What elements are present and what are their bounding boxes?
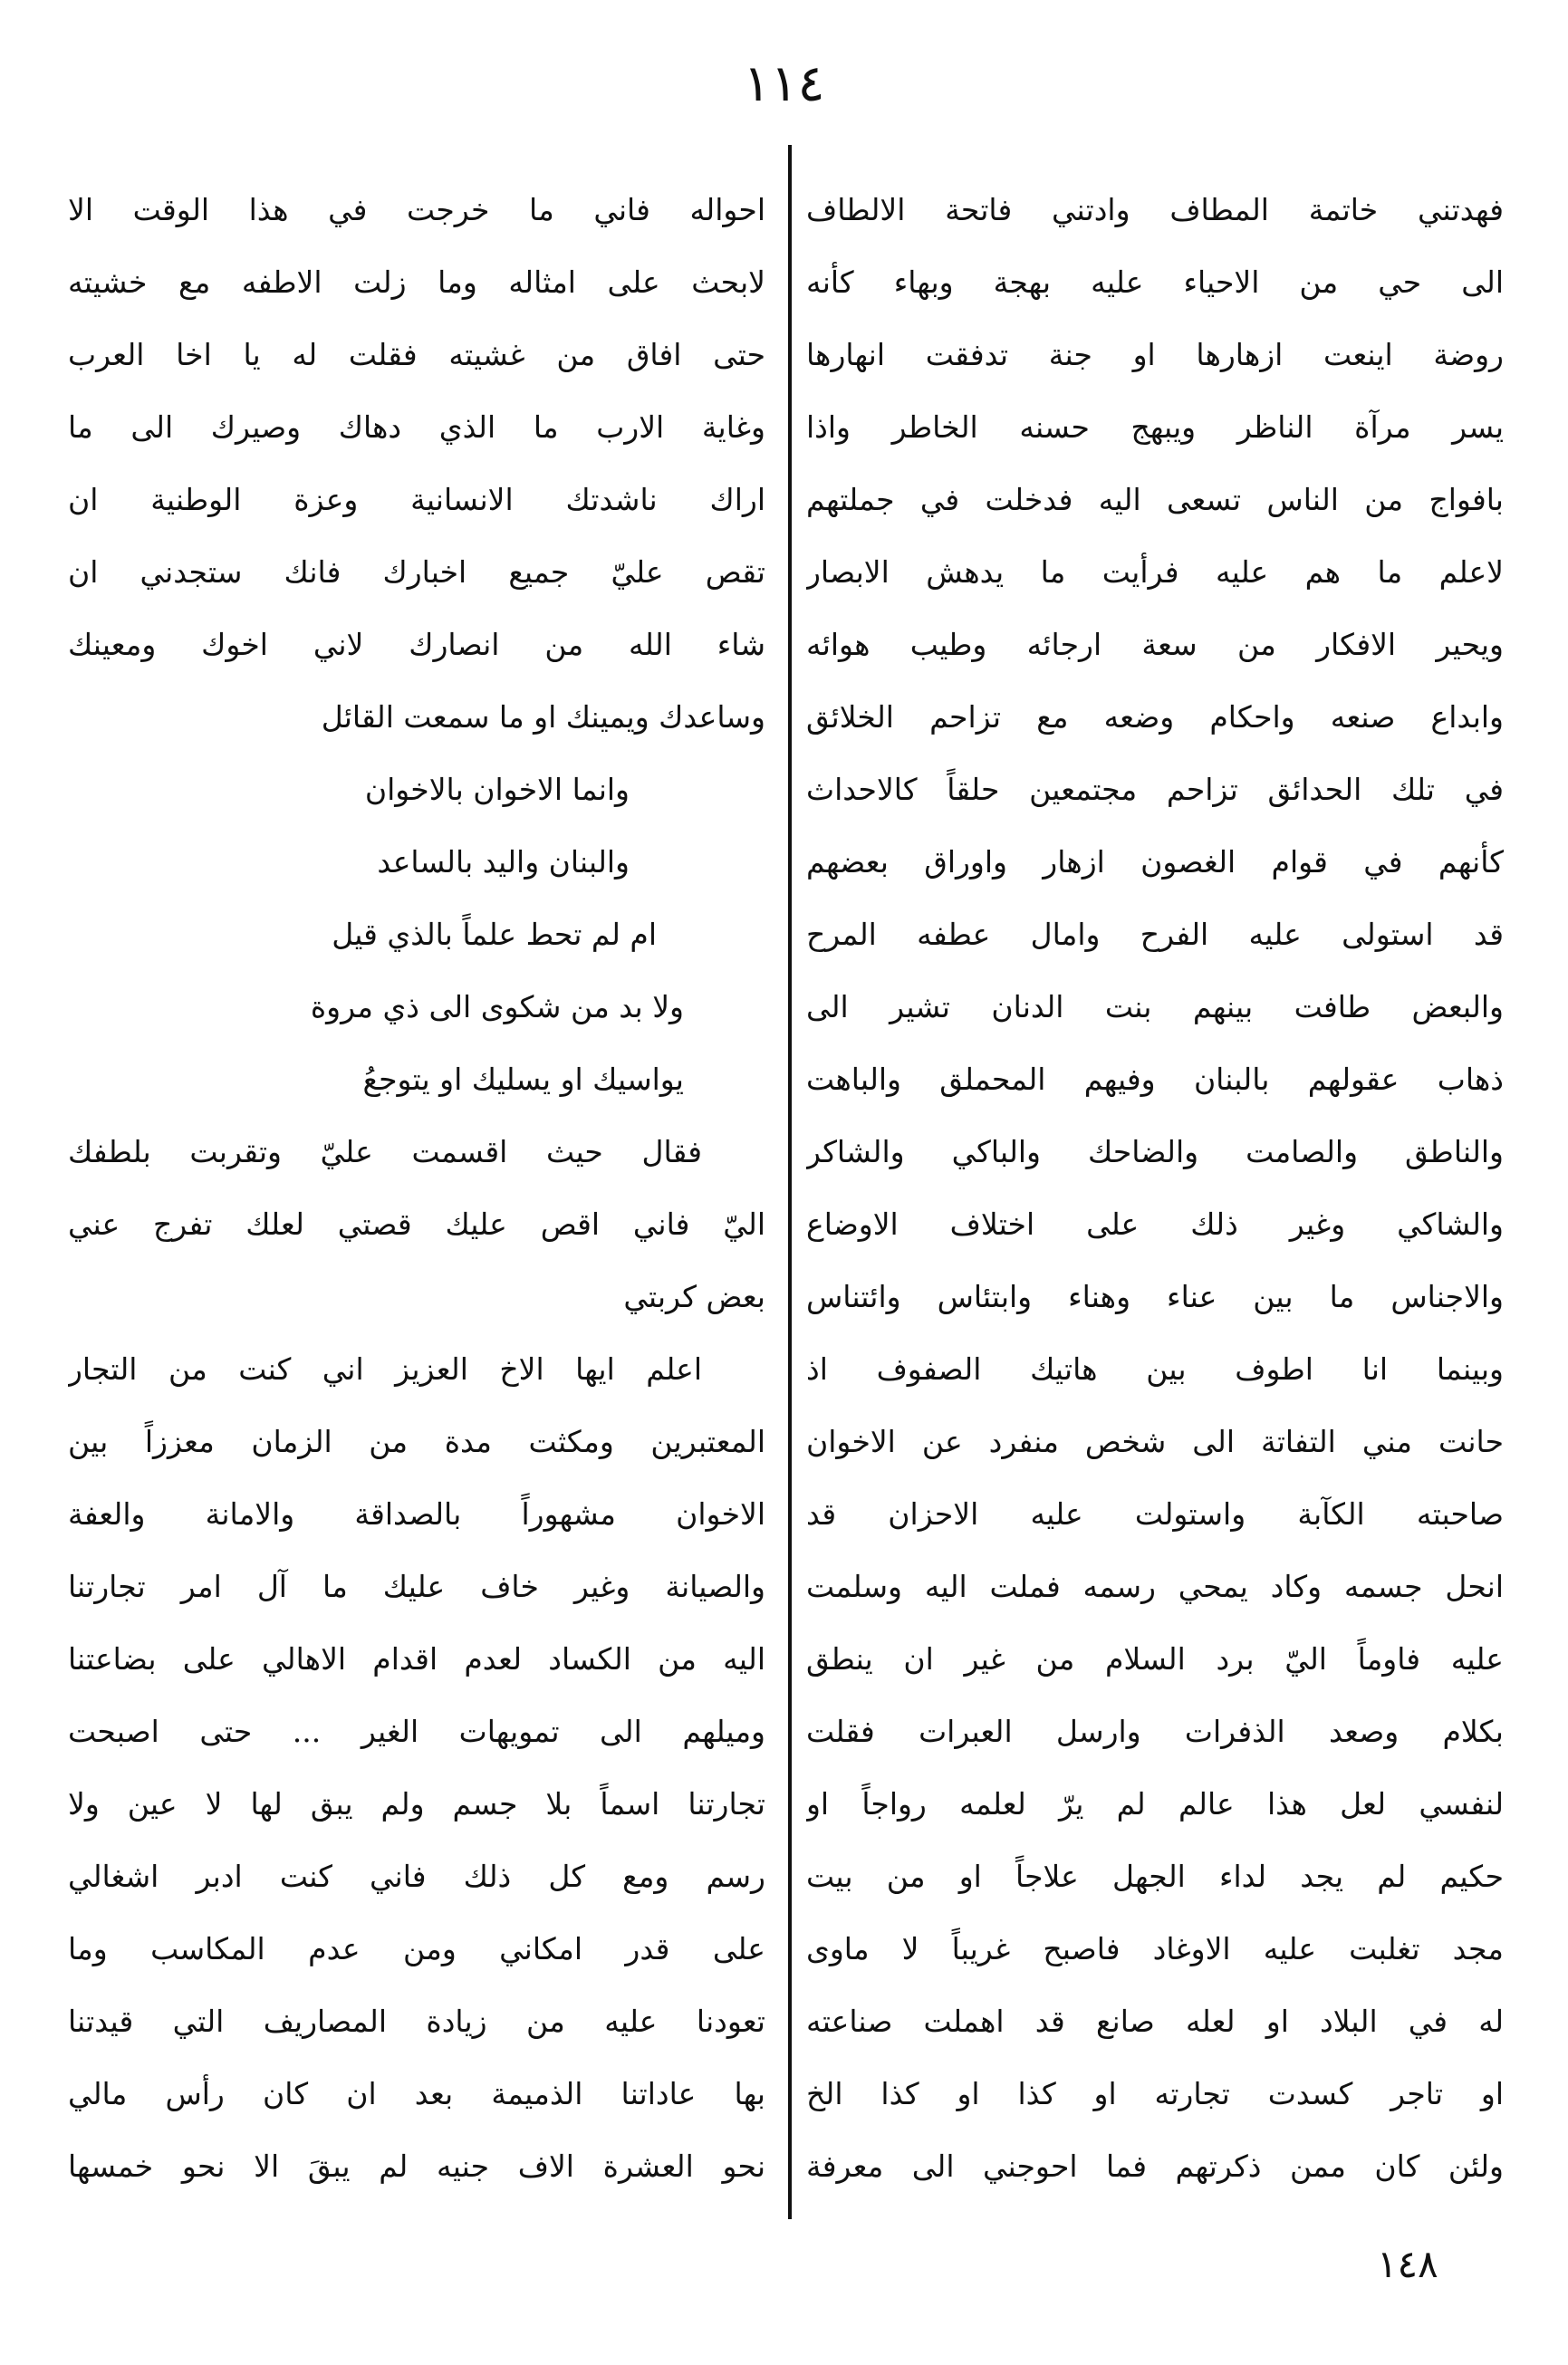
page-number: ١١٤ xyxy=(743,54,825,113)
text-line: حكيم لم يجد لداء الجهل علاجاً او من بيت xyxy=(806,1859,1504,1894)
text-line: له في البلاد او لعله صانع قد اهملت صناعته xyxy=(806,2004,1504,2039)
text-line: في تلك الحدائق تزاحم مجتمعين حلقاً كالاحداث xyxy=(806,772,1504,807)
verse-line: ام لم تحط علماً بالذي قيل xyxy=(332,917,657,952)
column-rule xyxy=(788,145,792,2219)
text-line: المعتبرين ومكثت مدة من الزمان معززاً بين xyxy=(68,1424,765,1459)
text-line: بعض كربتي xyxy=(623,1279,765,1314)
text-line: او تاجر كسدت تجارته او كذا او كذا الخ xyxy=(806,2076,1504,2111)
text-line: الى حي من الاحياء عليه بهجة وبهاء كأنه xyxy=(806,264,1504,300)
text-line: والشاكي وغير ذلك على اختلاف الاوضاع xyxy=(806,1207,1504,1242)
text-line: فقال حيث اقسمت عليّ وتقربت بلطفك xyxy=(68,1134,702,1169)
text-line: اعلم ايها الاخ العزيز اني كنت من التجار xyxy=(68,1351,702,1387)
text-line: لاعلم ما هم عليه فرأيت ما يدهش الابصار xyxy=(806,554,1504,590)
text-line: وبينما انا اطوف بين هاتيك الصفوف اذ xyxy=(806,1351,1504,1387)
text-line: اليّ فاني اقص عليك قصتي لعلك تفرج عني xyxy=(68,1207,765,1242)
text-line: بكلام وصعد الذفرات وارسل العبرات فقلت xyxy=(806,1714,1504,1749)
text-line: الاخوان مشهوراً بالصداقة والامانة والعفة xyxy=(68,1496,765,1532)
text-line: يسر مرآة الناظر ويبهج حسنه الخاطر واذا xyxy=(806,409,1504,445)
text-line: وساعدك ويمينك او ما سمعت القائل xyxy=(321,699,765,735)
text-line: تقص عليّ جميع اخبارك فانك ستجدني ان xyxy=(68,554,765,590)
text-line: حتى افاق من غشيته فقلت له يا اخا العرب xyxy=(68,337,765,372)
text-line: وغاية الارب ما الذي دهاك وصيرك الى ما xyxy=(68,409,765,445)
right-column xyxy=(806,174,1504,2203)
text-line: كأنهم في قوام الغصون ازهار واوراق بعضهم xyxy=(806,844,1504,880)
text-line: ذهاب عقولهم بالبنان وفيهم المحملق والباهت xyxy=(806,1062,1504,1097)
text-line: والبعض طافت بينهم بنت الدنان تشير الى xyxy=(806,989,1504,1024)
text-line: بافواج من الناس تسعى اليه فدخلت في جملتهم xyxy=(806,482,1504,517)
left-column xyxy=(68,174,765,2203)
text-line: حانت مني التفاتة الى شخص منفرد عن الاخوان xyxy=(806,1424,1504,1459)
text-line: رسم ومع كل ذلك فاني كنت ادبر اشغالي xyxy=(68,1859,765,1894)
text-line: والناطق والصامت والضاحك والباكي والشاكر xyxy=(806,1134,1504,1169)
text-line: اليه من الكساد لعدم اقدام الاهالي على بضاعتنا xyxy=(68,1641,765,1677)
text-line: مجد تغلبت عليه الاوغاد فاصبح غريباً لا ماوى xyxy=(806,1931,1504,1966)
text-line: تعودنا عليه من زيادة المصاريف التي قيدتنا xyxy=(68,2004,765,2039)
text-line: انحل جسمه وكاد يمحي رسمه فملت اليه وسلمت xyxy=(806,1569,1504,1604)
text-line: بها عاداتنا الذميمة بعد ان كان رأس مالي xyxy=(68,2076,765,2111)
text-line: اراك ناشدتك الانسانية وعزة الوطنية ان xyxy=(68,482,765,517)
text-line: لابحث على امثاله وما زلت الاطفه مع خشيته xyxy=(68,264,765,300)
text-line: وابداع صنعه واحكام وضعه مع تزاحم الخلائق xyxy=(806,699,1504,735)
text-line: نحو العشرة الاف جنيه لم يبقَ الا نحو خمسها xyxy=(68,2149,765,2184)
footer-page-number: ١٤٨ xyxy=(1377,2242,1438,2286)
text-line: ويحير الافكار من سعة ارجائه وطيب هوائه xyxy=(806,627,1504,662)
text-line: والصيانة وغير خاف عليك ما آل امر تجارتنا xyxy=(68,1569,765,1604)
verse-line: والبنان واليد بالساعد xyxy=(377,844,630,880)
text-line: والاجناس ما بين عناء وهناء وابتئاس وائتناس xyxy=(806,1279,1504,1314)
text-line: احواله فاني ما خرجت في هذا الوقت الا xyxy=(68,192,765,227)
text-line: قد استولى عليه الفرح وامال عطفه المرح xyxy=(806,917,1504,952)
text-line: شاء الله من انصارك لاني اخوك ومعينك xyxy=(68,627,765,662)
verse-line: يواسيك او يسليك او يتوجعُ xyxy=(362,1062,684,1097)
verse-line: ولا بد من شكوى الى ذي مروة xyxy=(310,989,684,1024)
text-line: صاحبته الكآبة واستولت عليه الاحزان قد xyxy=(806,1496,1504,1532)
text-line: روضة اينعت ازهارها او جنة تدفقت انهارها xyxy=(806,337,1504,372)
text-line: فهدتني خاتمة المطاف وادتني فاتحة الالطاف xyxy=(806,192,1504,227)
verse-line: وانما الاخوان بالاخوان xyxy=(364,772,630,807)
text-line: لنفسي لعل هذا عالم لم يرّ لعلمه رواجاً او xyxy=(806,1786,1504,1822)
text-line: وميلهم الى تمويهات الغير ... حتى اصبحت xyxy=(68,1714,765,1749)
text-line: ولئن كان ممن ذكرتهم فما احوجني الى معرفة xyxy=(806,2149,1504,2184)
text-line: عليه فاوماً اليّ برد السلام من غير ان ينطق xyxy=(806,1641,1504,1677)
text-line: تجارتنا اسماً بلا جسم ولم يبق لها لا عين ولا xyxy=(68,1786,765,1822)
text-line: على قدر امكاني ومن عدم المكاسب وما xyxy=(68,1931,765,1966)
